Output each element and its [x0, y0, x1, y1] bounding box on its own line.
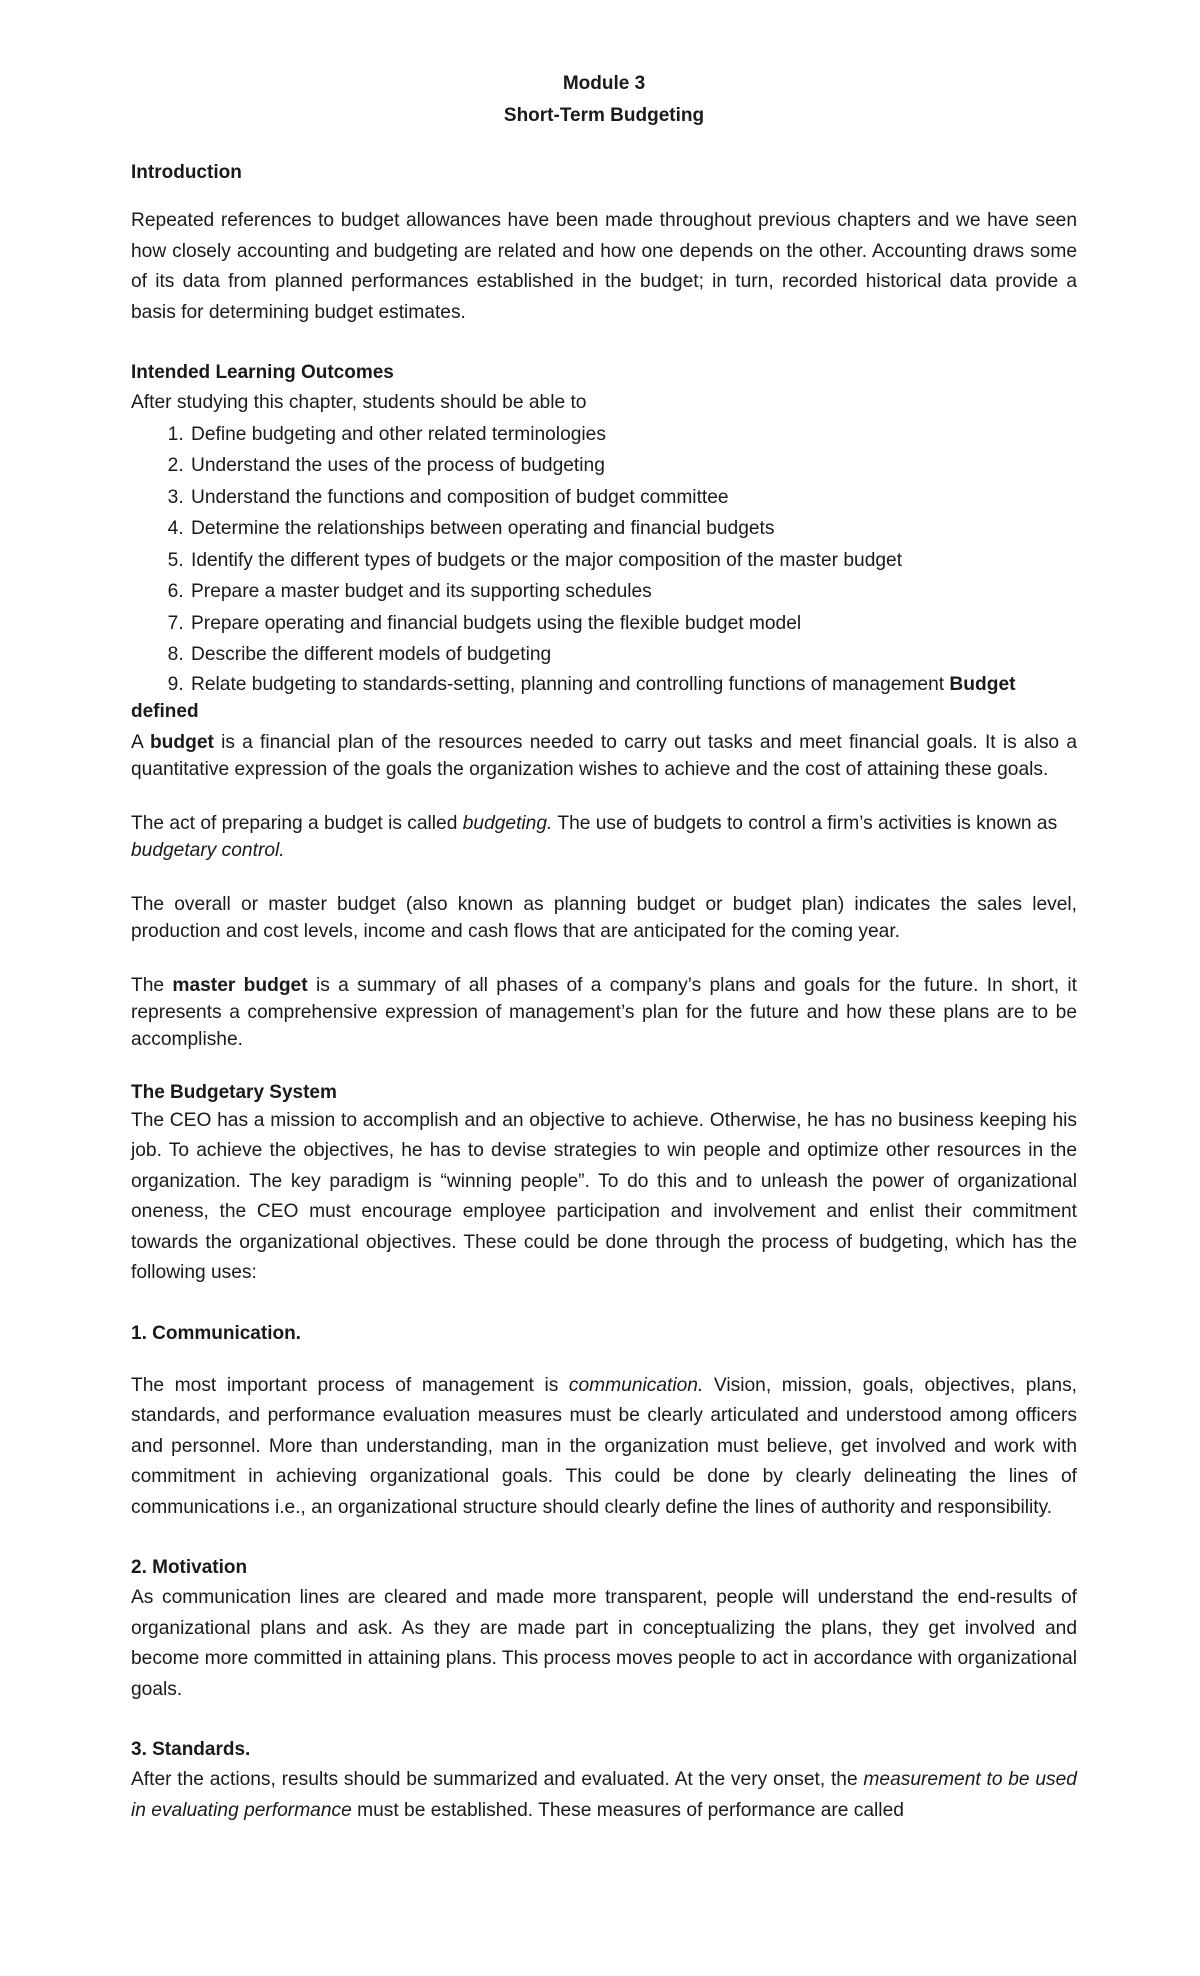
motivation-paragraph: As communication lines are cleared and made more transparent, people will understand the end-results of organizational plans and ask. As they are made part in conceptualizing the plans, they get involved and become more committed in attaining plans. This process moves people to act in accordance with organizational goals. — [131, 1587, 1077, 1700]
list-item: 4. Determine the relationships between operating and financial budgets — [189, 513, 1077, 545]
budget-definition-paragraph: A budget is a financial plan of the resources needed to carry out tasks and meet financial goals. It is also a quantitative expression of the goals the organization wishes to achieve and the cost of attaining these goals. — [131, 731, 1077, 780]
document-title: Short-Term Budgeting — [503, 105, 705, 126]
introduction-heading: Introduction — [131, 162, 242, 183]
introduction-paragraph: Repeated references to budget allowances have been made throughout previous chapters and we have seen how closely accounting and budgeting are related and how one depends on the other. Accounting draws some of its data from planned performances established in the budget; in turn, recorded historical data provide a basis for determining budget estimates. — [131, 210, 1077, 323]
document-page — [131, 68, 1077, 1826]
standards-paragraph: After the actions, results should be summarized and evaluated. At the very onset, the measurement to be used in evaluating performance must be established. These measures of performance are called — [131, 1769, 1077, 1821]
motivation-heading: 2. Motivation — [131, 1557, 248, 1578]
budgeting-paragraph: The act of preparing a budget is called budgeting. The use of budgets to control a firm’s activities is known as budgetary control. — [131, 812, 1058, 861]
budget-defined-heading-start: Budget — [949, 673, 1016, 695]
budget-defined-heading-end: defined — [131, 700, 199, 722]
master-budget-paragraph: The master budget is a summary of all phases of a company’s plans and goals for the future. In short, it represents a comprehensive expression of management’s plan for the future and how these plans are to be accomplishe. — [131, 974, 1077, 1050]
ilo-lead: After studying this chapter, students should be able to — [131, 392, 587, 413]
communication-heading: 1. Communication. — [131, 1322, 301, 1344]
list-item: 7. Prepare operating and financial budgets using the flexible budget model — [189, 608, 1077, 640]
budgetary-system-paragraph: The CEO has a mission to accomplish and an objective to achieve. Otherwise, he has no business keeping his job. To achieve the objectives, he has to devise strategies to win people and optimize other resources in the organization. The key paradigm is “winning people”. To do this and to unleash the power of organizational oneness, the CEO must encourage employee participation and involvement and enlist their commitment towards the organizational objectives. These could be done through the process of budgeting, which has the following uses: — [131, 1109, 1077, 1283]
ilo-list — [131, 419, 1077, 698]
standards-heading: 3. Standards. — [131, 1739, 251, 1760]
list-item: 6. Prepare a master budget and its supporting schedules — [189, 576, 1077, 608]
ilo-heading: Intended Learning Outcomes — [131, 362, 394, 383]
list-item: 8. Describe the different models of budgeting — [189, 639, 1077, 671]
list-item — [189, 671, 1077, 698]
module-label: Module 3 — [562, 73, 646, 94]
list-item-text: Relate budgeting to standards-setting, planning and controlling functions of management — [191, 673, 945, 695]
budgetary-system-heading: The Budgetary System — [131, 1081, 337, 1103]
list-item: 5. Identify the different types of budgets or the major composition of the master budget — [189, 545, 1077, 577]
list-item: 2. Understand the uses of the process of budgeting — [189, 450, 1077, 482]
master-budget-overview-paragraph: The overall or master budget (also known as planning budget or budget plan) indicates the sales level, production and cost levels, income and cash flows that are anticipated for the coming year. — [131, 893, 1077, 942]
list-item: 1. Define budgeting and other related terminologies — [189, 419, 1077, 451]
list-item: 3. Understand the functions and composition of budget committee — [189, 482, 1077, 514]
communication-paragraph: The most important process of management is communication. Vision, mission, goals, objectives, plans, standards, and performance evaluation measures must be clearly articulated and understood among officers and personnel. More than understanding, man in the organization must believe, get involved and work with commitment in achieving organizational goals. This could be done by clearly delineating the lines of communications i.e., an organizational structure should clearly define the lines of authority and responsibility. — [131, 1374, 1078, 1518]
